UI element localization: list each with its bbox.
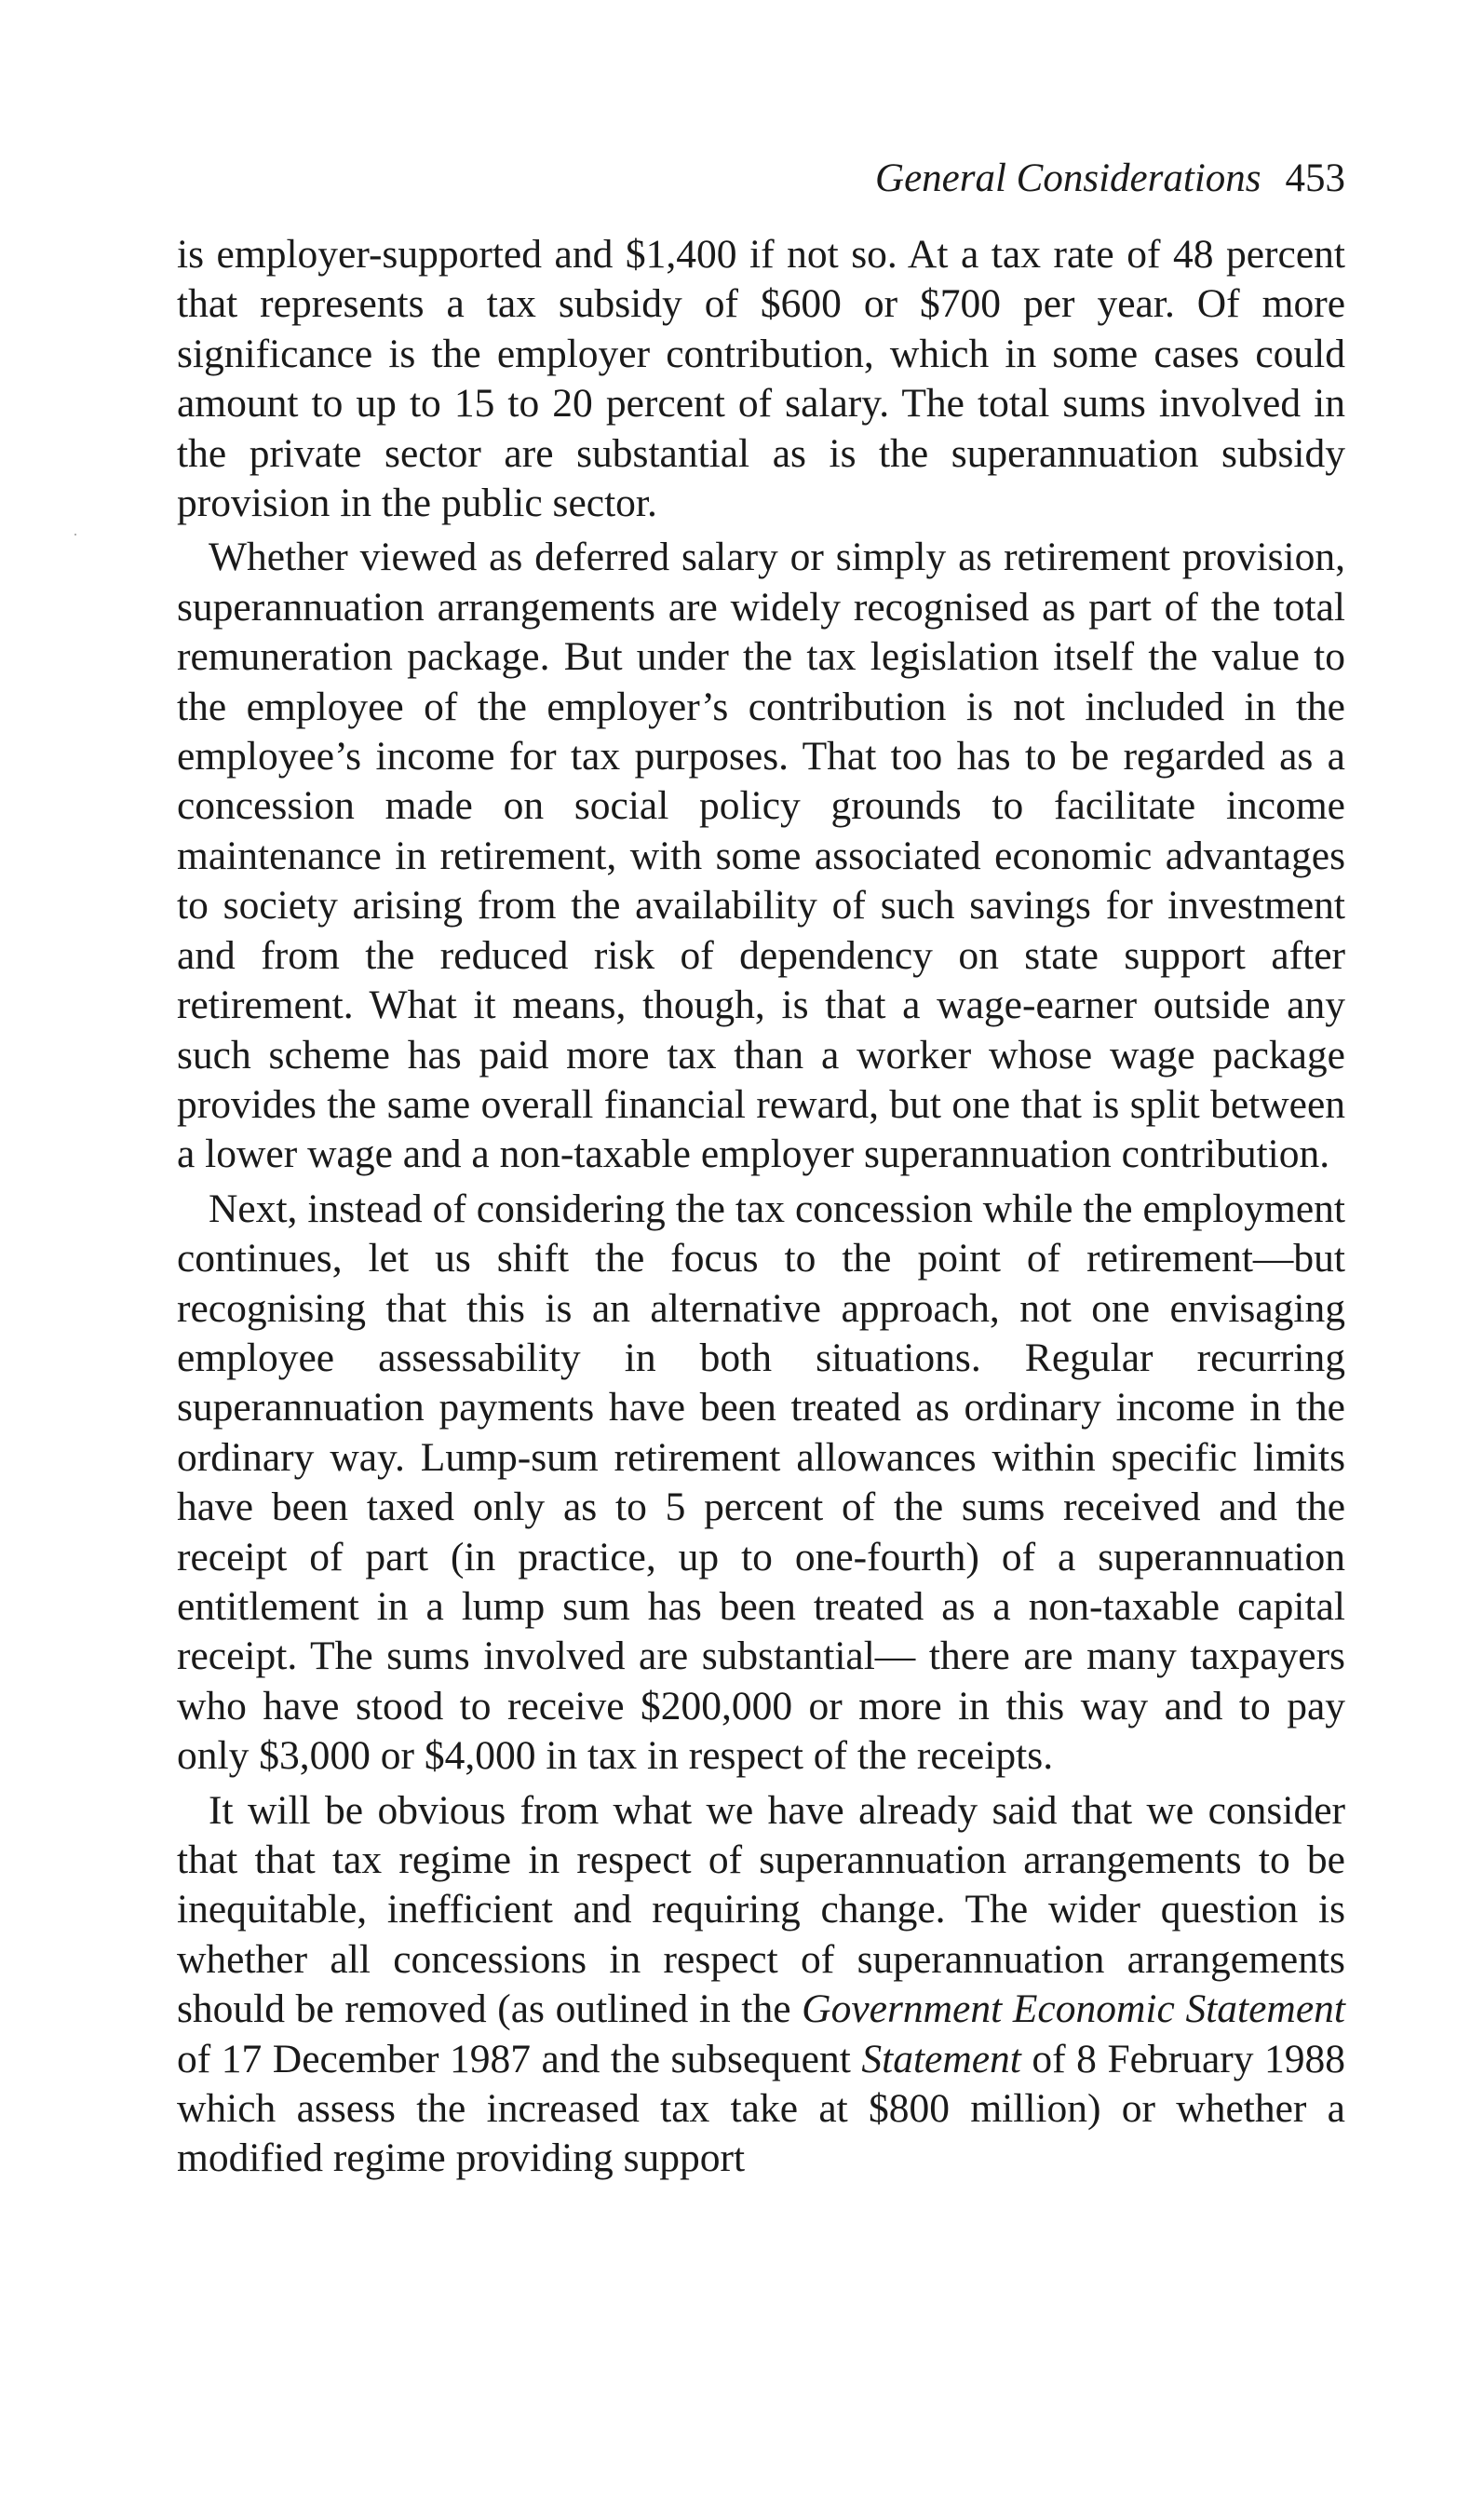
running-head <box>875 155 1345 203</box>
paragraph-retirement-focus: Next, instead of considering the tax concession while the employment continues, let us shift the focus to the point of retirement—but recognising that this is an alternative approach, not one envisaging employee assessability in both situations. Regular recurring superannuation payments have been treated as ordinary income in the ordinary way. Lump-sum retirement allowances within specific limits have been taxed only as to 5 percent of the sums received and the receipt of part (in practice, up to one-fourth) of a superannuation entitlement in a lump sum has been treated as a non-taxable capital receipt. The sums involved are substantial— there are many taxpayers who have stood to receive $200,000 or more in this way and to pay only $3,000 or $4,000 in tax in respect of the receipts. <box>177 1186 1345 1779</box>
paragraph-deferred-salary: Whether viewed as deferred salary or simply as retirement provision, superannuation arrangements are widely recognised as part of the total remuneration package. But under the tax legislation itself the value to the employee of the employer’s contribution is not included in the employee’s income for tax purposes. That too has to be regarded as a concession made on social policy grounds to facilitate income maintenance in retirement, with some associated economic advantages to society arising from the availability of such savings for investment and from the reduced risk of dependency on state support after retirement. What it means, though, is that a wage-earner outside any such scheme has paid more tax than a worker whose wage package provides the same overall financial reward, but one that is split between a lower wage and a non-taxable employer superannuation contribution. <box>177 535 1345 1177</box>
paragraph-text-segment: of 8 February 1988 which assess the increased tax take at $800 million) or whether a modified regime providing support <box>177 2036 1346 2181</box>
paragraph-tax-regime <box>177 1786 1345 2184</box>
book-page <box>177 0 1345 2508</box>
running-title: General Considerations <box>875 156 1261 200</box>
paragraph-text-segment: of 17 December 1987 and the subsequent <box>177 2036 862 2081</box>
italic-title-government-economic-statement: Government Economic Statement <box>802 1986 1345 2032</box>
page-number: 453 <box>1285 156 1345 200</box>
paragraph-text-segment: It will be obvious from what we have already said that we consider that that tax regime in respect of superannuation arrangements to be inequitable, inefficient and requiring change. The wider question is whether all concessions in respect of superannuation arrangements should be removed (as outlined in the <box>177 1787 1345 2032</box>
paragraph-continued: is employer-supported and $1,400 if not so. At a tax rate of 48 percent that represents a tax subsidy of $600 or $700 per year. Of more significance is the employer contribution, which in some cases could amount to up to 15 to 20 percent of salary. The total sums involved in the private sector are substantial as is the superannuation subsidy provision in the public sector. <box>177 232 1345 526</box>
margin-speck <box>74 534 76 535</box>
italic-title-statement: Statement <box>861 2036 1021 2081</box>
body-text <box>177 230 1345 2189</box>
